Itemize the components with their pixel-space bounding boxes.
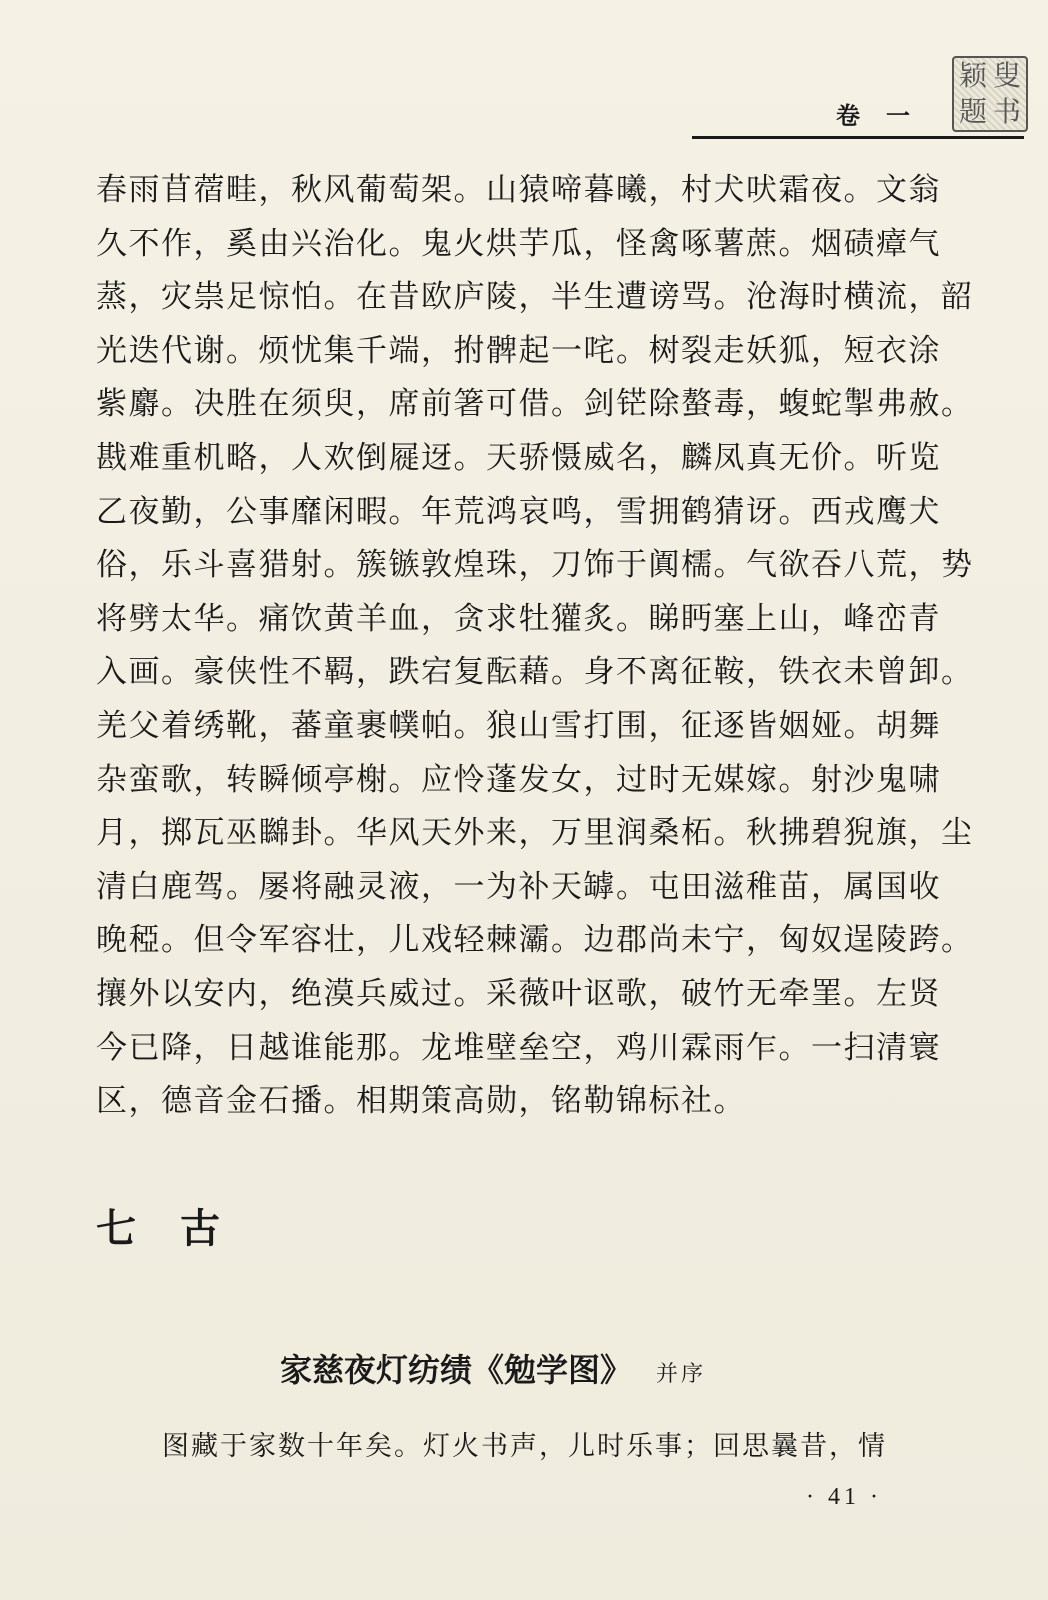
section-heading: 七古 [96, 1205, 264, 1252]
page-number: · 41 · [806, 1484, 882, 1510]
text-line: 久不作，奚由兴治化。鬼火烘芋瓜，怪禽啄薯蔗。烟碛瘴气 [96, 225, 941, 262]
text-line: 光迭代谢。烦忧集千端，拊髀起一咤。树裂走妖狐，短衣涂 [96, 332, 941, 369]
header-rule [692, 136, 1024, 139]
text-line: 春雨苜蓿畦，秋风葡萄架。山猿啼暮曦，村犬吠霜夜。文翁 [96, 172, 941, 208]
text-line: 区，德音金石播。相期策高勋，铭勒锦标社。 [96, 1083, 746, 1120]
text-line: 攘外以安内，绝漠兵威过。采薇叶讴歌，破竹无牵罣。左贤 [96, 975, 941, 1012]
running-head [836, 96, 914, 131]
preface-text: 图藏于家数十年矣。灯火书声，儿时乐事；回思曩昔，情 [162, 1431, 887, 1462]
seal-char: 书 [992, 95, 1021, 128]
text-line: 月，掷瓦巫矊卦。华风天外来，万里润桑柘。秋拂碧猊旗，尘 [96, 815, 974, 852]
seal-char: 叟 [992, 59, 1021, 92]
text-line: 今已降，日越谁能那。龙堆壁垒空，鸡川霖雨乍。一扫清寰 [96, 1029, 941, 1066]
text-line: 羌父着绣靴，蕃童裹幞帕。狼山雪打围，征逐皆姻娅。胡舞 [96, 707, 941, 744]
text-line: 蒸，灾祟足惊怕。在昔欧庐陵，半生遭谤骂。沧海时横流，韶 [96, 279, 974, 316]
volume-number: 一 [886, 102, 914, 130]
poem-title-text: 家慈夜灯纺绩《勉学图》 [280, 1351, 633, 1389]
text-line: 紫麝。决胜在须臾，席前箸可借。剑铓除螯毒，蝮蛇掣弗赦。 [96, 386, 974, 423]
poem-subtitle: 并序 [656, 1362, 707, 1387]
text-line: 戡难重机略，人欢倒屣迓。天骄慑威名，麟凤真无价。听览 [96, 439, 941, 476]
text-line: 乙夜勤，公事靡闲暇。年荒鸿哀鸣，雪拥鹤猜讶。西戎鹰犬 [96, 493, 941, 530]
seal-stamp [952, 56, 1028, 132]
poem-body [96, 164, 974, 1129]
text-line: 杂蛮歌，转瞬倾亭榭。应怜蓬发女，过时无媒嫁。射沙鬼啸 [96, 761, 941, 798]
seal-char: 颖 [958, 59, 987, 92]
poem-title [280, 1345, 706, 1391]
volume-label: 卷 [836, 102, 864, 130]
text-line: 将劈太华。痛饮黄羊血，贪求牡獾炙。睇眄塞上山，峰峦青 [96, 600, 941, 637]
seal-char: 题 [958, 95, 987, 128]
text-line: 清白鹿驾。屡将融灵液，一为补天罅。屯田滋稚苗，属国收 [96, 868, 941, 905]
text-line: 晚稏。但令军容壮，儿戏轻棘灞。边郡尚未宁，匈奴逞陵跨。 [96, 922, 974, 959]
text-line: 入画。豪侠性不羁，跌宕复酝藉。身不离征鞍，铁衣未曾卸。 [96, 654, 974, 691]
text-line: 俗，乐斗喜猎射。簇镞敦煌珠，刀饰于阗檽。气欲吞八荒，势 [96, 547, 974, 584]
